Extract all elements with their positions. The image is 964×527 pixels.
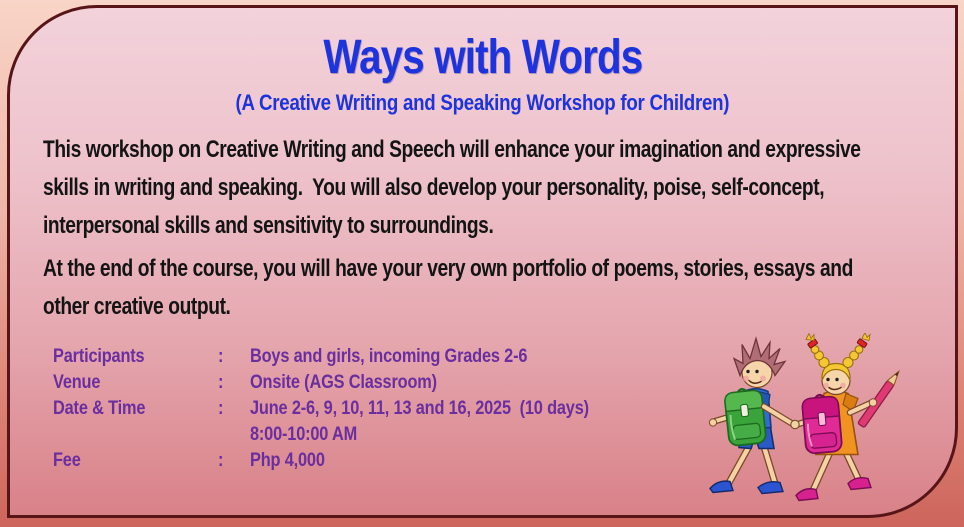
girl-braid-left: [806, 334, 829, 368]
detail-value-venue: Onsite (AGS Classroom): [250, 372, 437, 393]
girl-shoe-back: [848, 478, 871, 490]
intro-line-1: This workshop on Creative Writing and Speech will enhance your imagination and expressive: [43, 136, 861, 163]
detail-value-date-time: June 2-6, 9, 10, 11, 13 and 16, 2025 (10 days): [250, 398, 589, 419]
flyer-title: [10, 28, 955, 88]
detail-colon: :: [218, 398, 224, 419]
flyer-subtitle: [10, 89, 955, 116]
detail-label-date-time: Date & Time: [53, 398, 146, 419]
detail-label-fee: Fee: [53, 450, 81, 471]
flyer-card: [7, 5, 958, 518]
girl-braid-right: [843, 333, 870, 368]
pencil-icon: [858, 369, 900, 428]
backpack-icon: [801, 394, 842, 454]
detail-label-participants: Participants: [53, 346, 145, 367]
intro-paragraph: [43, 131, 958, 245]
workshop-details-table: [53, 344, 644, 474]
intro-line-2: skills in writing and speaking. You will also develop your personality, poise, self-concept,: [43, 174, 825, 201]
detail-colon: :: [218, 372, 224, 393]
children-illustration: [700, 333, 900, 518]
detail-colon-blank: [218, 422, 250, 448]
girl-figure: [791, 333, 900, 501]
intro-line-3: interpersonal skills and sensitivity to surroundings.: [43, 212, 494, 239]
backpack-icon: [724, 387, 767, 446]
joined-hands: [791, 420, 799, 428]
detail-colon: :: [218, 346, 224, 367]
outcome-line-2: other creative output.: [43, 293, 231, 320]
outcome-paragraph: [43, 250, 958, 326]
boy-shoe-back: [758, 482, 783, 494]
boy-shoe-front: [710, 481, 733, 492]
girl-shoe-front: [796, 489, 818, 501]
detail-value-participants: Boys and girls, incoming Grades 2-6: [250, 346, 528, 367]
flyer-title-text: Ways with Words: [323, 31, 642, 84]
outcome-line-1: At the end of the course, you will have your very own portfolio of poems, stories, essays and: [43, 255, 853, 282]
detail-colon: :: [218, 450, 224, 471]
boy-figure: [709, 339, 792, 494]
detail-value-fee: Php 4,000: [250, 450, 325, 471]
detail-label-blank: [53, 422, 218, 448]
flyer-subtitle-text: (A Creative Writing and Speaking Workshop for Children): [235, 90, 730, 115]
detail-label-venue: Venue: [53, 372, 101, 393]
detail-value-time: 8:00-10:00 AM: [250, 424, 358, 445]
